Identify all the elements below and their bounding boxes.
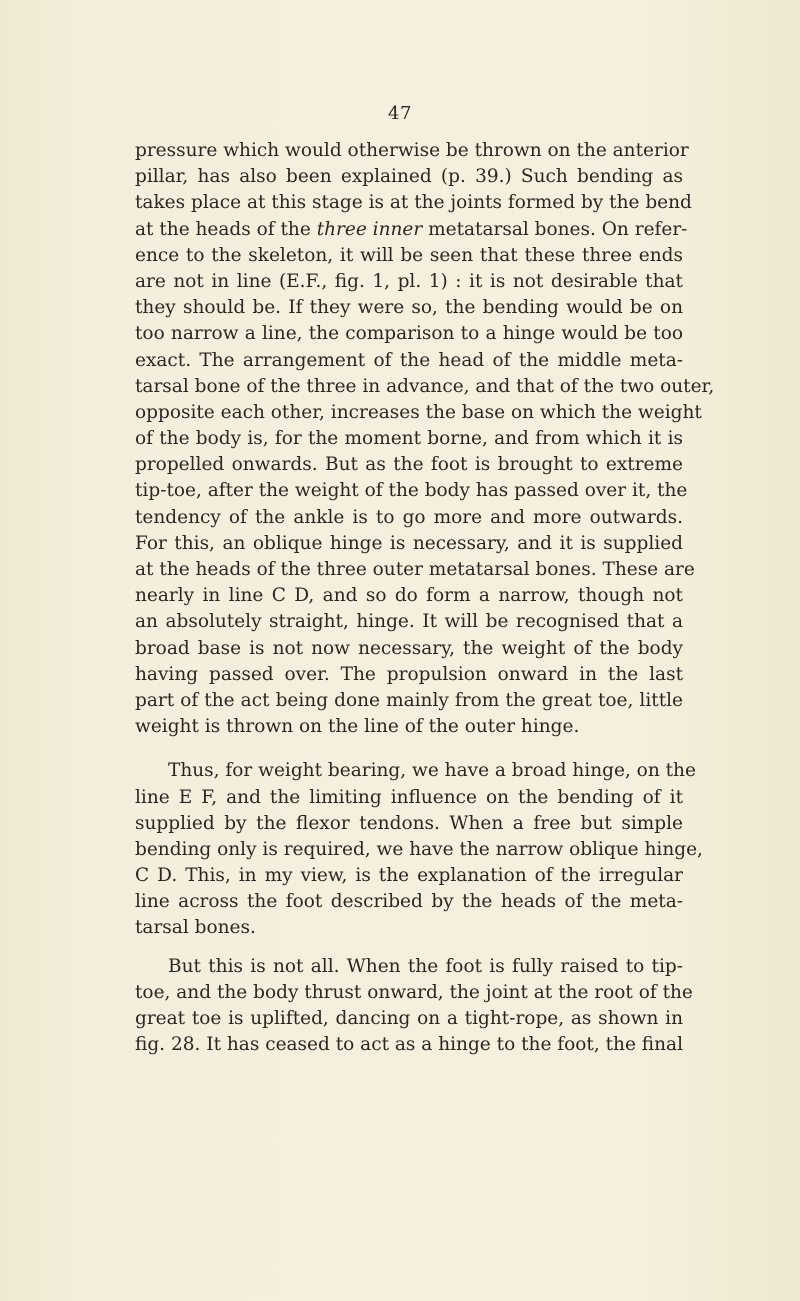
text-line: at the heads of the three outer metatarsal bones. These are: [135, 559, 695, 580]
text-line: weight is thrown on the line of the outer hinge.: [135, 716, 580, 738]
text-line: propelled onwards. But as the foot is brought to extreme: [135, 454, 683, 476]
text-line: But this is not all. When the foot is fully raised to tip-: [168, 955, 683, 977]
text-line: too narrow a line, the comparison to a hinge would be too: [135, 323, 683, 345]
page-number: 47: [388, 103, 412, 124]
text-line: fig. 28. It has ceased to act as a hinge to the foot, the final: [135, 1034, 683, 1056]
text-line: opposite each other, increases the base on which the weight: [135, 401, 702, 423]
text-line: they should be. If they were so, the bending would be on: [135, 297, 683, 319]
italic-text: three inner: [316, 218, 423, 240]
text-line: at the heads of the three inner metatarsal bones. On refer-: [135, 218, 688, 240]
paragraph: [135, 758, 703, 941]
text-line: line across the foot described by the heads of the meta-: [135, 891, 683, 913]
text-line: part of the act being done mainly from the great toe, little: [135, 689, 683, 711]
paragraph: [135, 138, 715, 740]
text-line: an absolutely straight, hinge. It will be recognised that a: [135, 611, 683, 633]
text-line: tarsal bone of the three in advance, and that of the two outer,: [135, 375, 715, 397]
text-line: ence to the skeleton, it will be seen that these three ends: [135, 244, 683, 266]
text-line: great toe is uplifted, dancing on a tight-rope, as shown in: [135, 1008, 683, 1029]
paragraph-gap: [135, 942, 683, 954]
paragraph: [135, 954, 693, 1059]
text-line: of the body is, for the moment borne, and from which it is: [135, 428, 683, 450]
text-line: C D. This, in my view, is the explanation of the irregular: [135, 865, 683, 887]
text-line: supplied by the flexor tendons. When a free but simple: [135, 812, 683, 834]
text-line: line E F, and the limiting influence on the bending of it: [135, 786, 683, 808]
text-line: having passed over. The propulsion onward in the last: [135, 663, 683, 685]
text-line: Thus, for weight bearing, we have a broad hinge, on the: [168, 760, 696, 782]
body-text: [135, 138, 715, 1058]
text-line: tip-toe, after the weight of the body has passed over it, the: [135, 480, 688, 502]
text-line: are not in line (E.F., fig. 1, pl. 1) : it is not desirable that: [135, 270, 683, 292]
text-line: pillar, has also been explained (p. 39.) Such bending as: [135, 166, 683, 188]
paragraph-gap: [135, 740, 683, 758]
text-line: exact. The arrangement of the head of the middle meta-: [135, 349, 683, 371]
text-line: For this, an oblique hinge is necessary, and it is supplied: [135, 532, 683, 554]
text-line: tarsal bones.: [135, 917, 256, 939]
text-line: toe, and the body thrust onward, the joint at the root of the: [135, 981, 693, 1003]
text-line: tendency of the ankle is to go more and more outwards.: [135, 506, 683, 528]
text-line: takes place at this stage is at the joints formed by the bend: [135, 192, 692, 214]
text-line: broad base is not now necessary, the weight of the body: [135, 637, 683, 659]
text-line: bending only is required, we have the narrow oblique hinge,: [135, 838, 703, 860]
text-line: nearly in line C D, and so do form a narrow, though not: [135, 585, 683, 607]
text-line: pressure which would otherwise be thrown on the anterior: [135, 140, 689, 161]
